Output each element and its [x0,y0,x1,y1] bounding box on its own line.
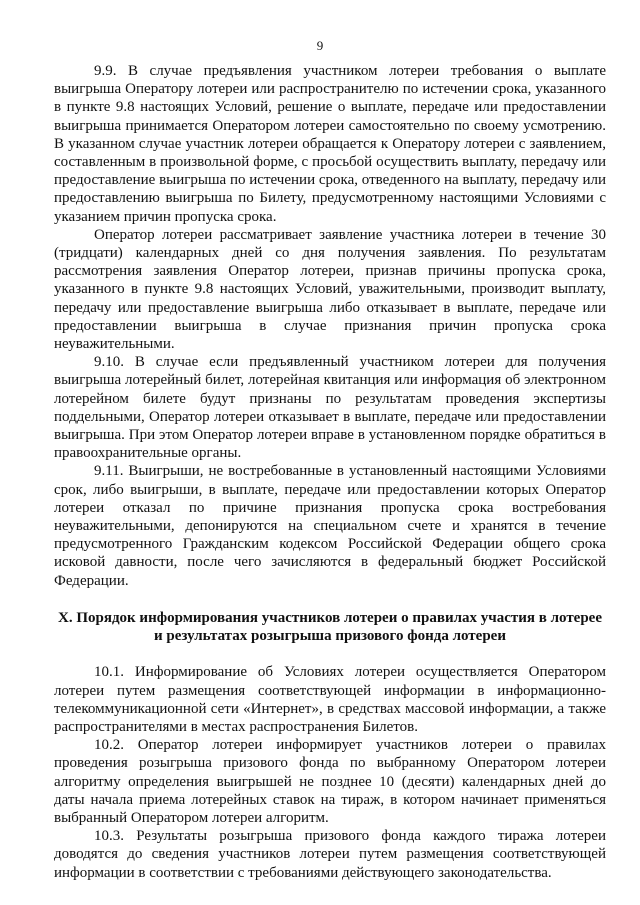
page-number: 9 [316,38,324,53]
paragraph-10-2: 10.2. Оператор лотереи информирует участников лотереи о правилах проведения розыгрыша призового фонда по выбранному Оператором лотереи алгоритму определения выигрышей не позднее 10 (десяти) календарных дней до даты начала приема лотерейных ставок на тираж, в котором начинает применяться выбранный Оператором лотереи алгоритм. [54,737,606,826]
paragraph-10-3: 10.3. Результаты розыгрыша призового фонда каждого тиража лотереи доводятся до сведения участников лотереи путем размещения соответствующей информации в соответствии с требованиями действующего законодательства. [54,828,606,881]
section-heading-line-2: и результатах розыгрыша призового фонда лотереи [154,628,506,645]
paragraph-9-11: 9.11. Выигрыши, не востребованные в установленный настоящими Условиями срок, либо выигрыши, в выплате, передаче или предоставлении которых Оператор лотереи отказал по причине признания пропуска срока востребования неуважительными, депонируются на специальном счете и хранятся в течение предусмотренного Гражданским кодексом Российской Федерации общего срока исковой давности, после чего зачисляются в федеральный бюджет Российской Федерации. [54,463,606,589]
section-heading [54,609,606,645]
paragraph-10-1: 10.1. Информирование об Условиях лотереи осуществляется Оператором лотереи путем размещения соответствующей информации в информационно-телекоммуникационной сети «Интернет», в средствах массовой информации, а также распространителями в местах распространения Билетов. [54,664,606,735]
paragraph-9-9-continued: Оператор лотереи рассматривает заявление участника лотереи в течение 30 (тридцати) календарных дней со дня получения заявления. По результатам рассмотрения заявления Оператор лотереи, признав причины пропуска срока, указанного в пункте 9.8 настоящих Условий, уважительными, производит выплату, передачу или предоставление выигрыша либо отказывает в выплате, передаче или предоставлении выигрыша в случае признания причин пропуска срока неуважительными. [54,226,606,353]
paragraph-9-10: 9.10. В случае если предъявленный участником лотереи для получения выигрыша лотерейный билет, лотерейная квитанция или информация об электронном лотерейном билете будут признаны по результатам проведения экспертизы поддельными, Оператор лотереи отказывает в выплате, передаче или предоставлении выигрыша. При этом Оператор лотереи вправе в установленном порядке обратиться в правоохранительные органы. [54,354,606,462]
section-heading-line-1: X. Порядок информирования участников лотереи о правилах участия в лотерее [57,609,602,626]
paragraph-9-9: 9.9. В случае предъявления участником лотереи требования о выплате выигрыша Оператору лотереи или распространителю по истечении срока, указанного в пункте 9.8 настоящих Условий, решение о выплате, передаче или предоставлении выигрыша принимается Оператором лотереи самостоятельно по своему усмотрению. В указанном случае участник лотереи обращается к Оператору лотереи с заявлением, составленным в произвольной форме, с просьбой осуществить выплату, передачу или предоставление выигрыша по истечении срока, отведенного на выплату, передачу или предоставлению выигрыша по Билету, предусмотренному настоящими Условиями с указанием причин пропуска срока. [54,63,606,225]
document-body [54,62,606,882]
